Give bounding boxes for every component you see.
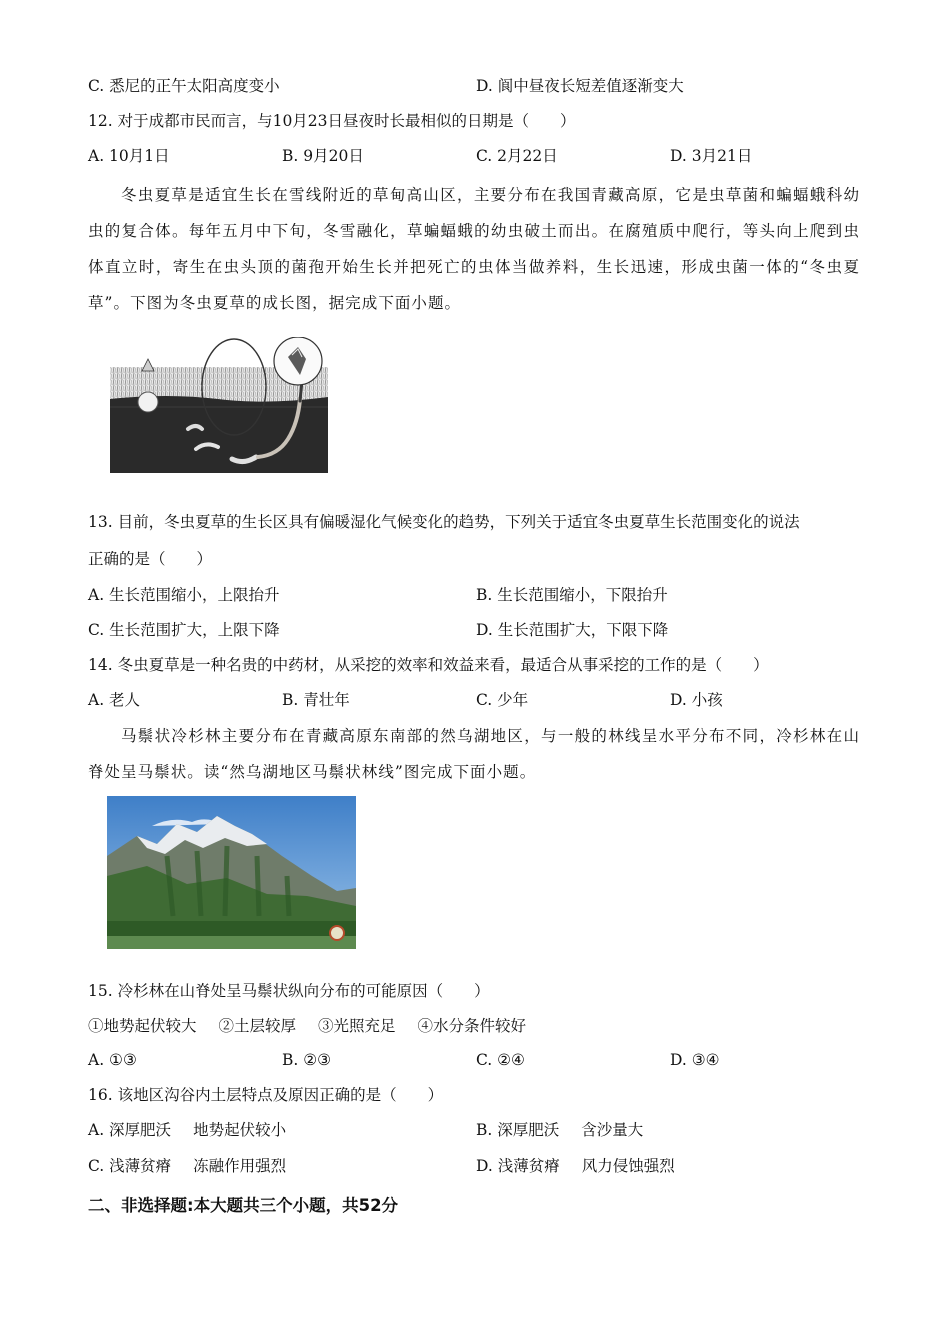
q13-option-c: C. 生长范围扩大，上限下降 bbox=[88, 621, 280, 639]
q15-option-b: B. ②③ bbox=[282, 1051, 332, 1069]
q12-option-d: D. 3月21日 bbox=[670, 147, 753, 165]
q13-stem-line2: 正确的是（ ） bbox=[88, 550, 213, 568]
q14-option-d: D. 小孩 bbox=[670, 691, 723, 709]
q12-option-a: A. 10月1日 bbox=[88, 147, 170, 165]
q16-option-b-label: B. 深厚肥沃 bbox=[476, 1121, 560, 1139]
q15-option-a: A. ①③ bbox=[88, 1051, 137, 1069]
passage-fir-forest: 马鬃状冷杉林主要分布在青藏高原东南部的然乌湖地区，与一般的林线呈水平分布不同，冷杉林在山脊处呈马鬃状。读“然乌湖地区马鬃状林线”图完成下面小题。 bbox=[88, 727, 860, 781]
q12-stem: 12. 对于成都市民而言，与10月23日昼夜时长最相似的日期是（ ） bbox=[88, 112, 576, 130]
q16-option-c bbox=[88, 1155, 286, 1177]
q15-factor-1: ①地势起伏较大 bbox=[88, 1017, 197, 1035]
q16-stem: 16. 该地区沟谷内土层特点及原因正确的是（ ） bbox=[88, 1086, 444, 1104]
passage-cordyceps: 冬虫夏草是适宜生长在雪线附近的草甸高山区，主要分布在我国青藏高原，它是虫草菌和蝙蝠蛾科幼虫的复合体。每年五月中下旬，冬雪融化，草蝙蝠蛾的幼虫破土而出。在腐殖质中爬行，等头向上爬到虫体直立时，寄生在虫头顶的菌孢开始生长并把死亡的虫体当做养料，生长迅速，形成虫菌一体的“冬虫夏草”。下图为冬虫夏草的成长图，据完成下面小题。 bbox=[88, 186, 860, 312]
q13-option-d: D. 生长范围扩大，下限下降 bbox=[476, 621, 669, 639]
ranwu-lake-mountain-image bbox=[107, 796, 356, 949]
q16-option-d-reason: 风力侵蚀强烈 bbox=[581, 1157, 675, 1175]
q15-factor-3: ③光照充足 bbox=[318, 1017, 396, 1035]
q15-factor-4: ④水分条件较好 bbox=[417, 1017, 527, 1035]
q12-option-c: C. 2月22日 bbox=[476, 147, 558, 165]
cordyceps-growth-figure bbox=[108, 337, 328, 473]
q13-option-a: A. 生长范围缩小，上限抬升 bbox=[88, 586, 280, 604]
q15-option-d: D. ③④ bbox=[670, 1051, 720, 1069]
q11-option-d: D. 阆中昼夜长短差值逐渐变大 bbox=[476, 77, 684, 95]
q16-option-b bbox=[476, 1119, 643, 1141]
q16-option-a-reason: 地势起伏较小 bbox=[193, 1121, 287, 1139]
q13-option-b: B. 生长范围缩小，下限抬升 bbox=[476, 586, 668, 604]
q14-option-b: B. 青壮年 bbox=[282, 691, 350, 709]
q16-option-b-reason: 含沙量大 bbox=[581, 1121, 644, 1139]
q15-factor-2: ②土层较厚 bbox=[218, 1017, 297, 1035]
mountain-treeline-photo bbox=[107, 796, 356, 949]
q14-stem: 14. 冬虫夏草是一种名贵的中药材，从采挖的效率和效益来看，最适合从事采挖的工作的是（ ） bbox=[88, 656, 769, 674]
q14-option-a: A. 老人 bbox=[88, 691, 141, 709]
q15-factors bbox=[88, 1015, 526, 1037]
q15-stem: 15. 冷杉林在山脊处呈马鬃状纵向分布的可能原因（ ） bbox=[88, 982, 490, 1000]
q11-option-c: C. 悉尼的正午太阳高度变小 bbox=[88, 77, 280, 95]
q16-option-a-label: A. 深厚肥沃 bbox=[88, 1121, 172, 1139]
q13-stem-line1: 13. 目前，冬虫夏草的生长区具有偏暖湿化气候变化的趋势，下列关于适宜冬虫夏草生长范围变化的说法 bbox=[88, 513, 800, 531]
q16-option-c-label: C. 浅薄贫瘠 bbox=[88, 1157, 172, 1175]
q16-option-d bbox=[476, 1155, 675, 1177]
q16-option-c-reason: 冻融作用强烈 bbox=[193, 1157, 287, 1175]
cordyceps-growth-diagram bbox=[108, 337, 328, 473]
q15-option-c: C. ②④ bbox=[476, 1051, 525, 1069]
q16-option-d-label: D. 浅薄贫瘠 bbox=[476, 1157, 560, 1175]
q14-option-c: C. 少年 bbox=[476, 691, 529, 709]
section-2-heading: 二、非选择题:本大题共三个小题，共52分 bbox=[88, 1196, 399, 1215]
q12-option-b: B. 9月20日 bbox=[282, 147, 364, 165]
q16-option-a bbox=[88, 1119, 286, 1141]
